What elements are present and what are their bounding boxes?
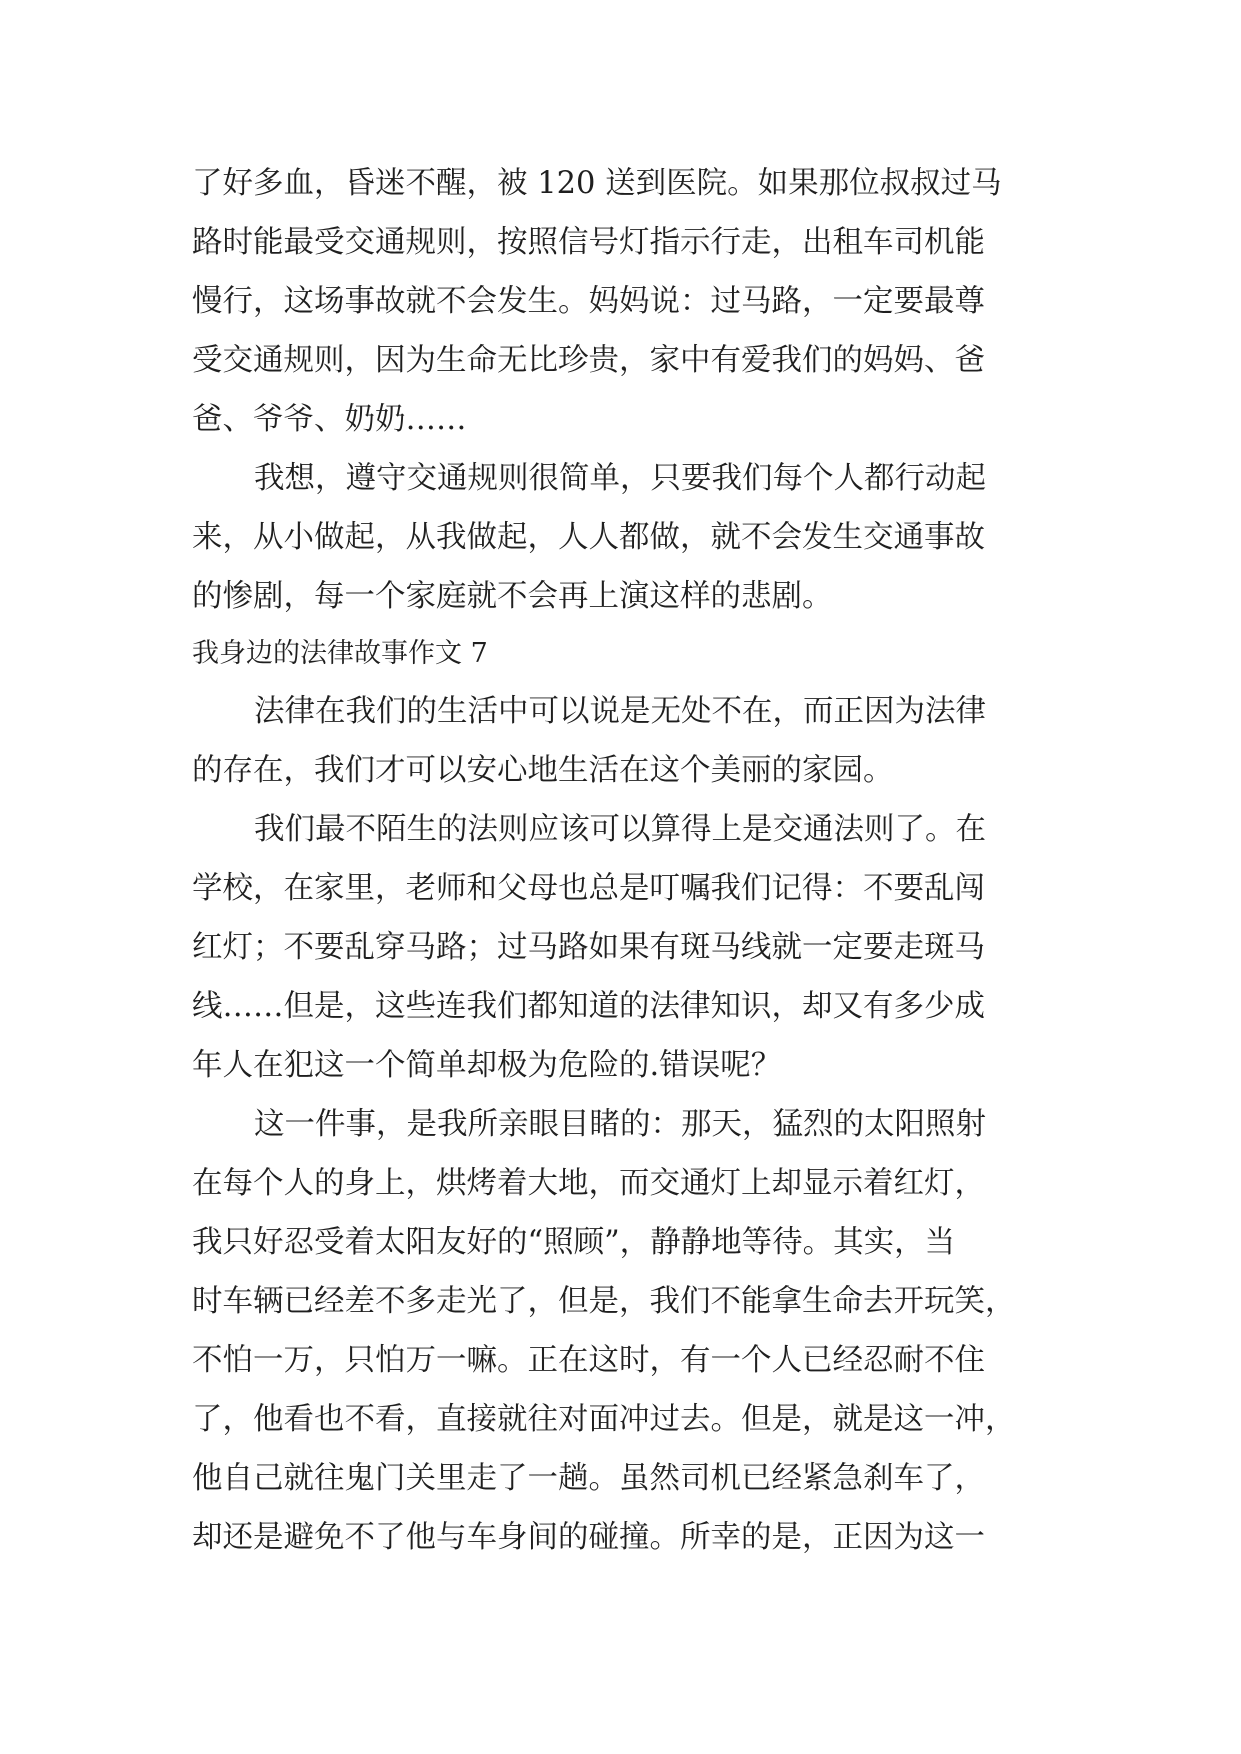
- text-line: 时车辆已经差不多走光了，但是，我们不能拿生命去开玩笑，: [192, 1284, 1016, 1319]
- paragraph-continued: [192, 154, 1062, 449]
- section-heading: 我身边的法律故事作文 7: [192, 638, 488, 669]
- text-line: 的惨剧，每一个家庭就不会再上演这样的悲剧。: [192, 579, 833, 614]
- text-line: 路时能最受交通规则，按照信号灯指示行走，出租车司机能: [192, 225, 985, 260]
- text-line: 的存在，我们才可以安心地生活在这个美丽的家园。: [192, 753, 894, 788]
- paragraph: [192, 1095, 1062, 1567]
- text-line: 了，他看也不看，直接就往对面冲过去。但是，就是这一冲，: [192, 1402, 1016, 1437]
- text-line: 我想，遵守交通规则很简单，只要我们每个人都行动起: [254, 461, 986, 496]
- paragraph: [192, 800, 1062, 1095]
- text-line: 法律在我们的生活中可以说是无处不在，而正因为法律: [254, 694, 986, 729]
- text-line: 我只好忍受着太阳友好的“照顾”，静静地等待。其实，当: [192, 1225, 956, 1260]
- text-line: 却还是避免不了他与车身间的碰撞。所幸的是，正因为这一: [192, 1520, 985, 1555]
- paragraph: [192, 682, 1062, 800]
- text-line: 学校，在家里，老师和父母也总是叮嘱我们记得：不要乱闯: [192, 871, 985, 906]
- text-line: 在每个人的身上，烘烤着大地，而交通灯上却显示着红灯，: [192, 1166, 985, 1201]
- text-line: 他自己就往鬼门关里走了一趟。虽然司机已经紧急刹车了，: [192, 1461, 985, 1496]
- text-line: 慢行，这场事故就不会发生。妈妈说：过马路，一定要最尊: [192, 284, 985, 319]
- text-line: 来，从小做起，从我做起，人人都做，就不会发生交通事故: [192, 520, 985, 555]
- text-line: 受交通规则，因为生命无比珍贵，家中有爱我们的妈妈、爸: [192, 343, 985, 378]
- text-line: 我们最不陌生的法则应该可以算得上是交通法则了。在: [254, 812, 986, 847]
- text-line: 了好多血，昏迷不醒，被 120 送到医院。如果那位叔叔过马: [192, 166, 1002, 201]
- text-line: 不怕一万，只怕万一嘛。正在这时，有一个人已经忍耐不住: [192, 1343, 985, 1378]
- text-line: 这一件事，是我所亲眼目睹的：那天，猛烈的太阳照射: [254, 1107, 986, 1142]
- text-line: 线……但是，这些连我们都知道的法律知识，却又有多少成: [192, 989, 985, 1024]
- text-line: 红灯；不要乱穿马路；过马路如果有斑马线就一定要走斑马: [192, 930, 985, 965]
- text-line: 爸、爷爷、奶奶……: [192, 402, 467, 437]
- paragraph: [192, 449, 1062, 626]
- document-body: [192, 154, 1062, 1567]
- text-line: 年人在犯这一个简单却极为危险的.错误呢？: [192, 1048, 782, 1083]
